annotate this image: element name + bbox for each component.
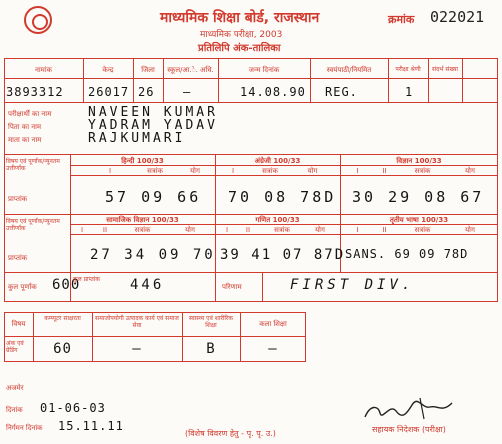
- footer-issue-label: निर्गमन दिनांक: [6, 424, 43, 432]
- footer-issue-value: 15.11.11: [58, 419, 124, 433]
- maths-part-1: I: [225, 226, 229, 234]
- result-value: FIRST DIV.: [290, 277, 415, 293]
- social-science-marks: 27 34 09 70: [90, 247, 216, 263]
- subject-science: विज्ञान 100/33: [396, 157, 442, 165]
- science-part-4: योग: [465, 167, 475, 175]
- signature-icon: [360, 395, 470, 423]
- social-part-4: योग: [185, 226, 195, 234]
- footer-signatory: सहायक निदेशक (परीक्षा): [372, 425, 446, 434]
- footer-place: अजमेर: [6, 384, 24, 392]
- thirdlang-part-1: I: [356, 226, 359, 234]
- mother-name: RAJKUMARI: [88, 131, 186, 146]
- school-code: —: [183, 85, 192, 99]
- mother-name-label: माता का नाम: [8, 136, 42, 144]
- info-label-centre: केन्द्र: [102, 66, 114, 74]
- marks-bottom-obtained-label: प्राप्तांक: [8, 254, 28, 262]
- father-name-label: पिता का नाम: [8, 123, 42, 131]
- info-label-type: स्वयंपाठी/नियमित: [326, 66, 372, 74]
- science-marks: 30 29 08 67: [352, 188, 485, 206]
- footer-date-label: दिनांक: [6, 406, 23, 414]
- social-part-3: सत्रांक: [134, 226, 151, 234]
- grade-col-sups: समाजोपयोगी उत्पादक कार्य एवं समाज सेवा: [95, 315, 179, 329]
- centre-code: 26017: [88, 85, 130, 99]
- maths-part-2: II: [245, 226, 251, 234]
- marks-bottom-row-label: विषय एवं पूर्णांक/न्यूनतम उत्तीर्णांक: [6, 218, 60, 232]
- hindi-part-1: I: [108, 167, 112, 175]
- social-part-2: II: [102, 226, 108, 234]
- science-part-3: सत्रांक: [414, 167, 431, 175]
- info-label-reference: संदर्भ संख्या: [432, 66, 458, 73]
- candidate-type: REG.: [325, 85, 358, 99]
- exam-name: माध्यमिक परीक्षा, 2003: [200, 30, 283, 40]
- english-part-2: सत्रांक: [262, 167, 278, 175]
- board-name: माध्यमिक शिक्षा बोर्ड, राजस्थान: [160, 10, 320, 26]
- subject-hindi: हिन्दी 100/33: [121, 157, 164, 165]
- thirdlang-part-3: सत्रांक: [414, 226, 431, 234]
- subject-social-science: सामाजिक विज्ञान 100/33: [106, 216, 179, 224]
- grade-health-value: B: [206, 341, 216, 357]
- maths-part-3: सत्रांक: [274, 226, 290, 234]
- info-label-school: स्कूल/आ.े. अधि.: [167, 66, 214, 74]
- maths-marks: 39 41 07 87D: [220, 247, 346, 263]
- marks-top-obtained-label: प्राप्तांक: [8, 195, 28, 203]
- info-label-district: जिला: [141, 66, 155, 74]
- subject-third-language: तृतीय भाषा 100/33: [389, 216, 449, 224]
- date-of-birth: 14.08.90: [240, 85, 306, 99]
- grade-col-health: स्वास्थ्य एवं शारीरिक शिक्षा: [189, 315, 233, 329]
- result-label: परिणाम: [222, 283, 242, 291]
- serial-number: 022021: [430, 8, 485, 26]
- footer-note: (विशेष विवरण हेतु - पृ. पृ. उ.): [185, 429, 276, 438]
- science-part-2: II: [382, 167, 387, 175]
- total-obtained-value: 446: [130, 277, 165, 293]
- thirdlang-part-4: योग: [465, 226, 475, 234]
- maths-part-4: योग: [315, 226, 325, 234]
- subject-maths: गणित 100/33: [255, 216, 300, 224]
- social-part-1: I: [80, 226, 84, 234]
- district-code: 26: [138, 85, 155, 99]
- marks-top-row-label: विषय एवं पूर्णांक/न्यूनतम उत्तीर्णांक: [6, 158, 60, 172]
- grade-sups-value: —: [132, 341, 142, 357]
- english-part-3: योग: [307, 167, 318, 175]
- footer-date-value: 01-06-03: [40, 401, 106, 415]
- roll-number: 3893312: [6, 85, 64, 99]
- thirdlang-part-2: II: [382, 226, 387, 234]
- grade-marks-label: अंक एवं ग्रेडिंग: [6, 340, 24, 354]
- exam-category: 1: [405, 85, 414, 99]
- student-name-label: परीक्षार्थी का नाम: [8, 110, 52, 118]
- english-marks: 70 08 78D: [228, 188, 337, 206]
- grade-art-value: —: [268, 341, 278, 357]
- student-name: NAVEEN KUMAR: [88, 105, 218, 120]
- info-label-rollno: नामांक: [34, 66, 53, 74]
- third-language-marks: SANS. 69 09 78D: [345, 247, 469, 261]
- serial-label: क्रमांक: [388, 13, 415, 26]
- father-name: YADRAM YADAV: [88, 118, 218, 133]
- doc-type: प्रतिलिपि अंक-तालिका: [198, 43, 281, 54]
- total-max-value: 600: [52, 277, 81, 293]
- english-part-1: I: [231, 167, 235, 175]
- total-obtained-label: कुल प्राप्तांक: [73, 276, 100, 283]
- grade-col-computer: कम्प्यूटर साक्षरता: [44, 315, 81, 322]
- hindi-marks: 57 09 66: [105, 188, 202, 206]
- grade-col-art: कला शिक्षा: [259, 320, 287, 328]
- total-max-label: कुल पूर्णांक: [8, 283, 37, 291]
- hindi-part-2: सत्रांक: [147, 167, 163, 175]
- science-part-1: I: [356, 167, 359, 175]
- hindi-part-3: योग: [190, 167, 200, 175]
- grade-subject-label: विषय: [11, 320, 26, 328]
- board-emblem-icon: [24, 6, 52, 34]
- info-label-category: परीक्षा श्रेणी: [395, 66, 421, 73]
- grade-computer-value: 60: [53, 341, 72, 357]
- subject-english: अंग्रेजी 100/33: [254, 157, 301, 165]
- info-label-dob: जन्म दिनांक: [248, 66, 280, 74]
